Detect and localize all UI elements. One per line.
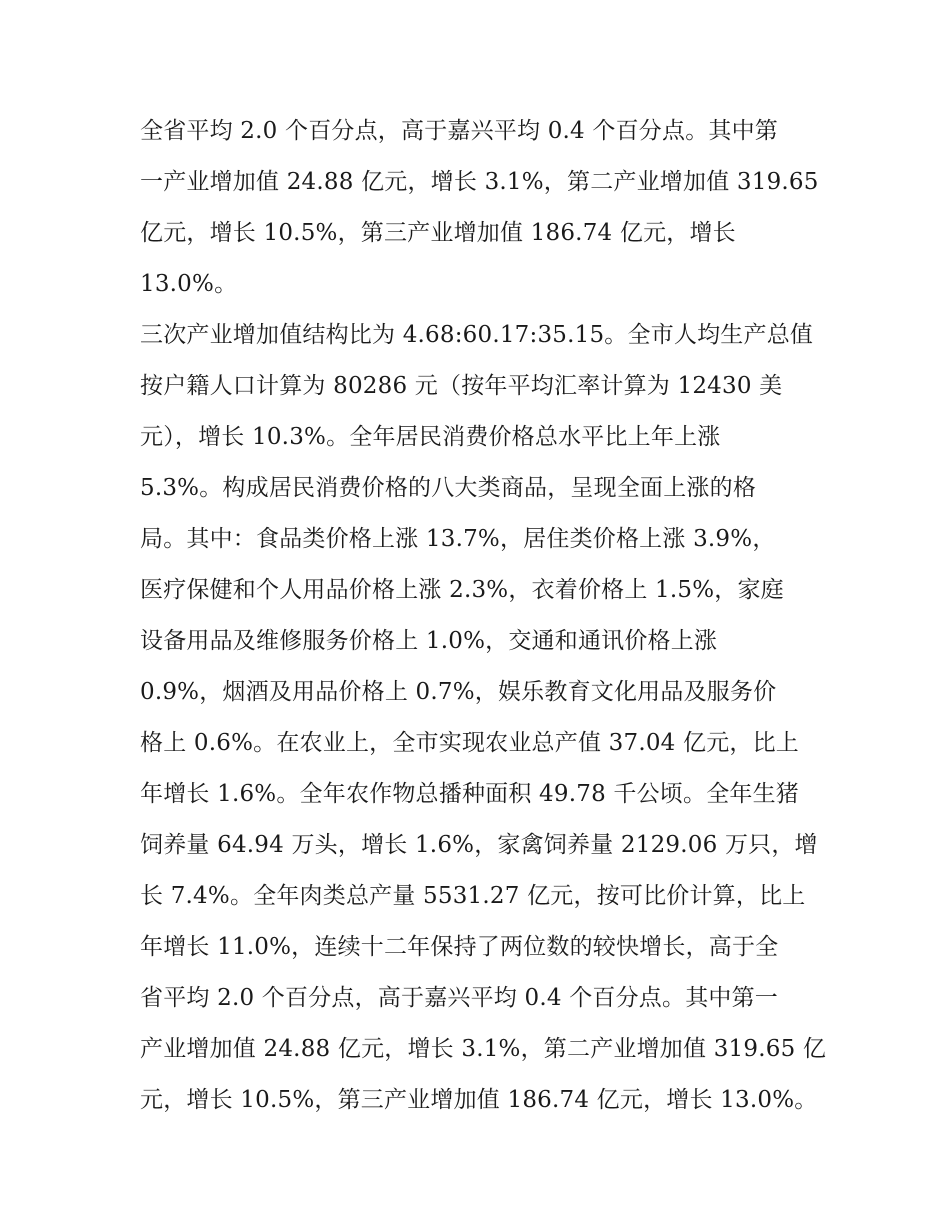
text-line: 长 7.4%。全年肉类总产量 5531.27 亿元，按可比价计算，比上 — [140, 883, 806, 909]
text-line: 元），增长 10.3%。全年居民消费价格总水平比上年上涨 — [140, 424, 721, 450]
text-line: 年增长 11.0%，连续十二年保持了两位数的较快增长，高于全 — [140, 934, 779, 960]
text-line: 设备用品及维修服务价格上 1.0%，交通和通讯价格上涨 — [140, 628, 718, 654]
text-line: 按户籍人口计算为 80286 元（按年平均汇率计算为 12430 美 — [140, 373, 783, 399]
text-line: 全省平均 2.0 个百分点，高于嘉兴平均 0.4 个百分点。其中第 — [140, 118, 778, 144]
text-line: 省平均 2.0 个百分点，高于嘉兴平均 0.4 个百分点。其中第一 — [140, 985, 778, 1011]
text-line: 格上 0.6%。在农业上，全市实现农业总产值 37.04 亿元，比上 — [140, 730, 800, 756]
text-line: 三次产业增加值结构比为 4.68:60.17:35.15。全市人均生产总值 — [140, 322, 814, 348]
document-body — [140, 106, 827, 1126]
text-line: 0.9%，烟酒及用品价格上 0.7%，娱乐教育文化用品及服务价 — [140, 679, 777, 705]
text-line: 亿元，增长 10.5%，第三产业增加值 186.74 亿元，增长 — [140, 220, 736, 246]
text-line: 5.3%。构成居民消费价格的八大类商品，呈现全面上涨的格 — [140, 475, 757, 501]
text-line: 13.0%。 — [140, 271, 238, 297]
text-line: 一产业增加值 24.88 亿元，增长 3.1%，第二产业增加值 319.65 — [140, 169, 819, 195]
text-line: 饲养量 64.94 万头，增长 1.6%，家禽饲养量 2129.06 万只，增 — [140, 832, 818, 858]
text-line: 产业增加值 24.88 亿元，增长 3.1%，第二产业增加值 319.65 亿 — [140, 1036, 827, 1062]
text-line: 医疗保健和个人用品价格上涨 2.3%，衣着价格上 1.5%，家庭 — [140, 577, 784, 603]
text-line: 年增长 1.6%。全年农作物总播种面积 49.78 千公顷。全年生猪 — [140, 781, 800, 807]
text-line: 局。其中：食品类价格上涨 13.7%，居住类价格上涨 3.9%， — [140, 526, 776, 552]
text-line: 元，增长 10.5%，第三产业增加值 186.74 亿元，增长 13.0%。 — [140, 1087, 818, 1113]
